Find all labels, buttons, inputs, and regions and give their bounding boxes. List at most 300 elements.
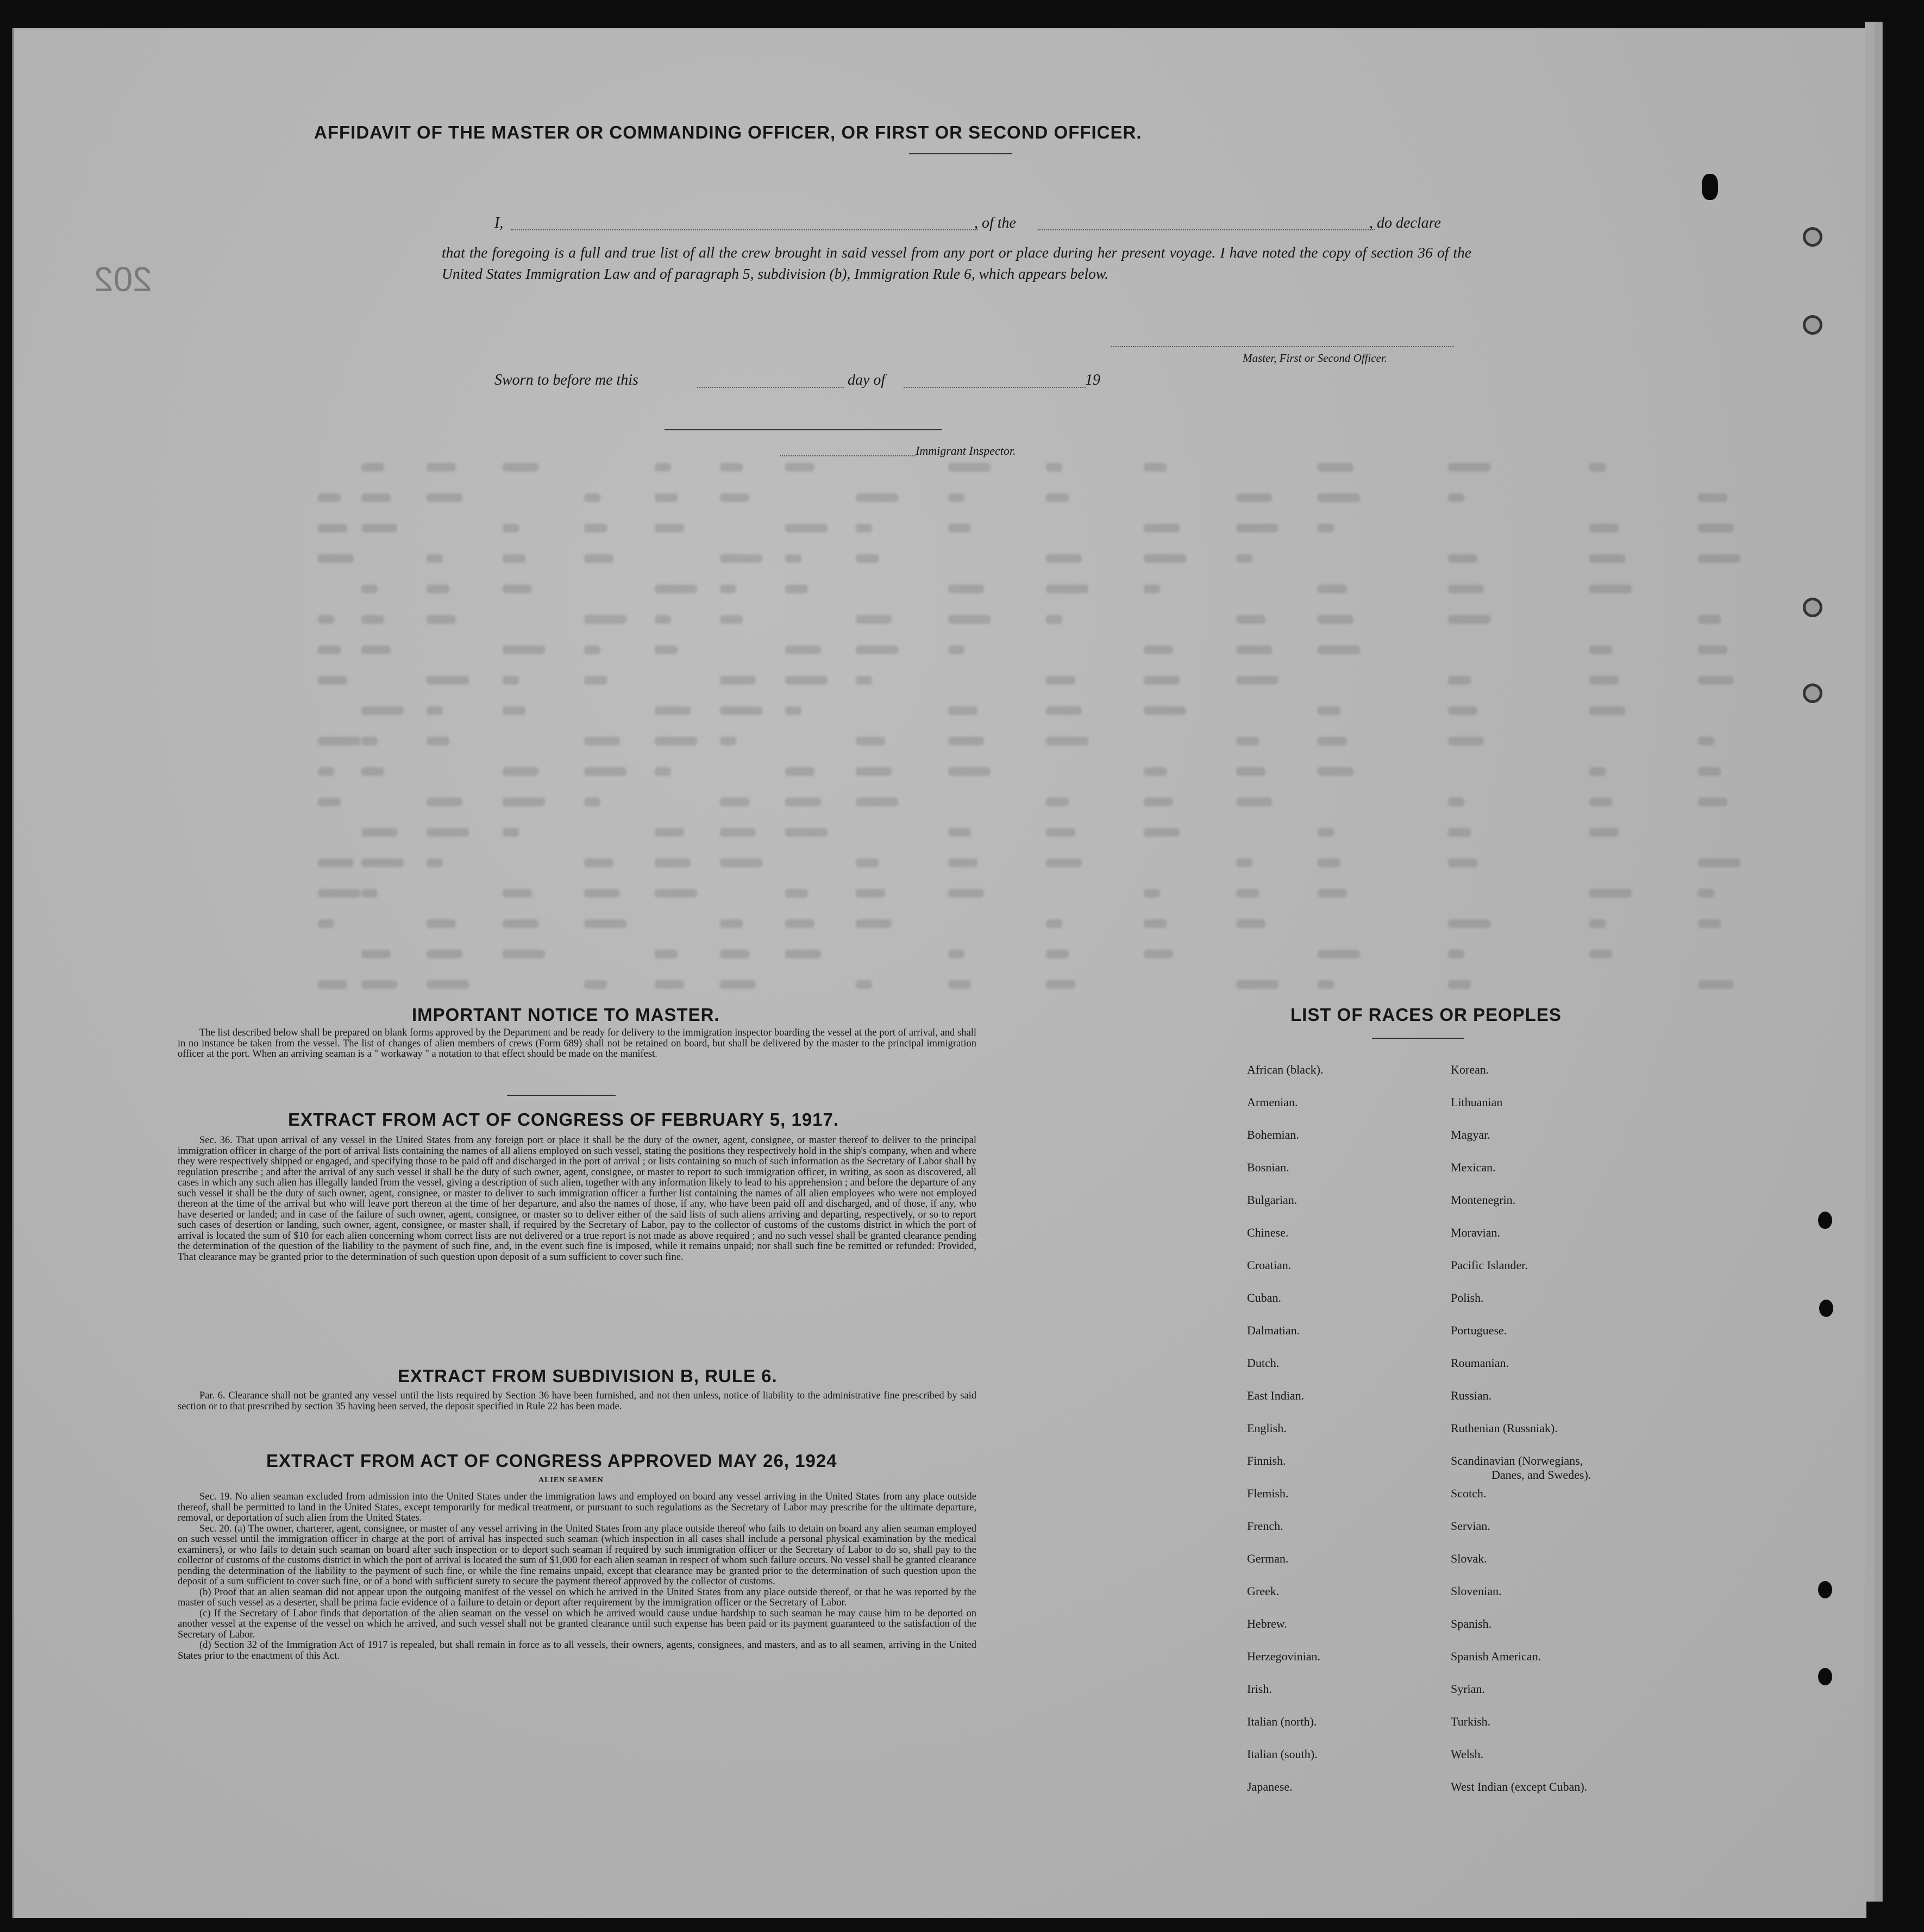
bleed-mark — [1589, 889, 1632, 898]
extract-1924-sec20a: Sec. 20. (a) The owner, charterer, agent, consignee, or master of any vessel arriving in the United States from any place outside thereof who fails to detain on board any alien seaman employed on such vessel until the immigration officer in charge at the port of arrival has inspected such seaman (which inspection in all cases shall include a personal physical examination by the medical examiners), or who fails to detain such seaman on board after such inspection or to deport such seaman if required by such immigration officer or the Secretary of Labor to do so, shall pay to the collector of customs of the customs district in which the port of arrival is located the sum of $1,000 for each alien seaman in respect of whom such failure occurs. No vessel shall be granted clearance pending the determination of the liability to the payment of such fine, or while the fine remains unpaid, except that clearance may be granted prior to the determination of such question upon the deposit of a sum sufficient to cover such fine, or of a bond with sufficient surety to secure the payment thereof approved by the collector of customs. — [178, 1523, 976, 1587]
bleed-mark — [1589, 798, 1612, 806]
extract-1924-sec20c: (c) If the Secretary of Labor finds that deportation of the alien seaman on the vessel on which he arrived would cause undue hardship to such seaman he may cause him to be deported on another vessel at the expense of the vessel on which he arrived, and such vessel shall not be granted clearance until such expense has been paid or its payment guaranteed to the satisfaction of the Secretary of Labor. — [178, 1608, 976, 1640]
bleed-mark — [1698, 798, 1727, 806]
bleed-mark — [785, 798, 821, 806]
bleed-mark — [1318, 767, 1353, 776]
bleed-mark — [584, 889, 620, 898]
race-entry: Magyar. — [1451, 1128, 1490, 1141]
bleed-mark — [1698, 737, 1714, 745]
bleed-mark — [948, 980, 971, 989]
bleed-mark — [503, 767, 538, 776]
bleed-mark — [1589, 645, 1612, 654]
bleed-mark — [1144, 950, 1173, 958]
sworn-year-prefix: 19 — [1085, 372, 1100, 388]
bleed-mark — [1144, 554, 1186, 563]
seal-rule — [665, 429, 942, 430]
bleed-mark — [1046, 554, 1082, 563]
bleed-mark — [1236, 615, 1265, 624]
bleed-mark — [503, 798, 545, 806]
bleed-mark — [948, 615, 991, 624]
bleed-mark — [948, 585, 984, 593]
bleed-mark — [503, 706, 525, 715]
bleed-mark — [785, 919, 814, 928]
race-entry: Mexican. — [1451, 1161, 1496, 1174]
race-entry: Slovenian. — [1451, 1584, 1502, 1598]
bleed-mark — [503, 889, 532, 898]
bleed-mark — [1698, 554, 1740, 563]
bleed-mark — [785, 828, 828, 837]
race-entry: Italian (north). — [1247, 1715, 1317, 1728]
bleed-mark — [785, 706, 801, 715]
sworn-month-line[interactable] — [904, 387, 1086, 388]
race-entry: Bulgarian. — [1247, 1193, 1298, 1207]
race-entry: Bohemian. — [1247, 1128, 1299, 1141]
bleed-mark — [1698, 980, 1734, 989]
bleed-mark — [655, 828, 684, 837]
bleed-mark — [655, 737, 697, 745]
bleed-mark — [1144, 828, 1180, 837]
bleed-mark — [361, 585, 378, 593]
extract-1924-subtitle: ALIEN SEAMEN — [538, 1476, 604, 1484]
bleed-mark — [1448, 706, 1477, 715]
bleed-mark — [655, 767, 671, 776]
bleed-mark — [361, 615, 384, 624]
bleed-mark — [1046, 585, 1088, 593]
bleed-mark — [1318, 645, 1360, 654]
bleed-mark — [427, 463, 456, 472]
bleed-mark — [1046, 919, 1062, 928]
bleed-mark — [1318, 950, 1360, 958]
bleed-mark — [503, 919, 538, 928]
bleed-mark — [1448, 554, 1477, 563]
bleed-mark — [1318, 828, 1334, 837]
bleed-mark — [1046, 828, 1075, 837]
bleed-mark — [503, 524, 519, 532]
bleed-mark — [503, 645, 545, 654]
bleed-mark — [720, 980, 756, 989]
bleed-mark — [427, 919, 456, 928]
bleed-mark — [856, 919, 892, 928]
bleed-mark — [427, 554, 443, 563]
inspector-label: Immigrant Inspector. — [916, 444, 1016, 457]
bleed-mark — [785, 950, 821, 958]
bleed-mark — [655, 858, 691, 867]
race-entry: Syrian. — [1451, 1682, 1485, 1696]
bleed-mark — [427, 585, 449, 593]
bleed-mark — [1318, 889, 1347, 898]
bleed-mark — [318, 919, 334, 928]
bleed-mark — [1144, 463, 1167, 472]
bleed-mark — [1448, 493, 1464, 502]
bleed-mark — [1236, 919, 1265, 928]
bleed-mark — [427, 706, 443, 715]
bleed-mark — [584, 798, 600, 806]
bleed-mark — [1589, 950, 1612, 958]
bleed-mark — [584, 524, 607, 532]
bleed-mark — [1236, 524, 1279, 532]
bleed-mark — [948, 706, 977, 715]
bleed-mark — [427, 493, 462, 502]
bleed-mark — [1448, 463, 1490, 472]
race-entry: Roumanian. — [1451, 1356, 1509, 1370]
bleed-mark — [1046, 950, 1069, 958]
bleed-mark — [1144, 706, 1186, 715]
bleed-mark — [1589, 919, 1606, 928]
bleed-mark — [948, 767, 991, 776]
bleed-mark — [427, 828, 469, 837]
race-entry: Moravian. — [1451, 1226, 1501, 1239]
bleed-mark — [720, 828, 756, 837]
bleed-mark — [427, 615, 456, 624]
bleed-mark — [856, 615, 892, 624]
extract-1924-title: EXTRACT FROM ACT OF CONGRESS APPROVED MAY 26, 1924 — [266, 1451, 837, 1471]
bleed-mark — [1698, 524, 1734, 532]
bleed-mark — [1318, 585, 1347, 593]
bleed-mark — [856, 889, 885, 898]
extract-rule6-body: Par. 6. Clearance shall not be granted any vessel until the lists required by Section 36 have been furnished, and not then unless, notice of liability to the administrative fine prescribed by said section or to that prescribed by section 35 having been served, the deposit specified in Rule 22 has been made. — [178, 1390, 976, 1412]
punch-hole — [1819, 1300, 1833, 1317]
bleed-mark — [1589, 767, 1606, 776]
extract-1924-sec20d: (d) Section 32 of the Immigration Act of 1917 is repealed, but shall remain in force as to all vessels, their owners, agents, consignees, and masters, and as to all seamen, arriving in the United States prior to the enactment of this Act. — [178, 1640, 976, 1661]
bleed-mark — [785, 554, 801, 563]
race-entry: Polish. — [1451, 1291, 1484, 1304]
bleed-mark — [785, 767, 814, 776]
affidavit-title-rule — [909, 153, 1012, 154]
bleed-mark — [1589, 828, 1619, 837]
bleed-mark — [655, 645, 678, 654]
bleed-mark — [318, 767, 334, 776]
race-entry: Turkish. — [1451, 1715, 1491, 1728]
bleed-mark — [948, 828, 971, 837]
bleed-mark — [1046, 615, 1062, 624]
race-entry: East Indian. — [1247, 1389, 1305, 1402]
bleed-mark — [318, 554, 354, 563]
bleed-mark — [361, 980, 397, 989]
bleed-mark — [584, 980, 607, 989]
race-entry: Japanese. — [1247, 1780, 1293, 1793]
bleed-mark — [318, 858, 354, 867]
declarant-prefix: I, — [494, 215, 504, 231]
bleed-mark — [948, 889, 984, 898]
race-entry: Welsh. — [1451, 1747, 1483, 1761]
bleed-mark — [361, 463, 384, 472]
bleed-mark — [1144, 585, 1160, 593]
bleed-mark — [427, 737, 449, 745]
race-entry: Pacific Islander. — [1451, 1258, 1528, 1272]
bleed-mark — [1589, 463, 1606, 472]
race-entry: Bosnian. — [1247, 1161, 1289, 1174]
bleed-mark — [427, 858, 443, 867]
bleed-mark — [1318, 493, 1360, 502]
bleed-mark — [1448, 585, 1484, 593]
punch-hole — [1803, 598, 1822, 617]
bleed-mark — [584, 767, 626, 776]
extract-1917-title: EXTRACT FROM ACT OF CONGRESS OF FEBRUARY 5, 1917. — [288, 1109, 839, 1130]
bleed-mark — [856, 767, 892, 776]
race-entry: Danes, and Swedes). — [1491, 1468, 1591, 1482]
bleed-mark — [1236, 798, 1272, 806]
bleed-mark — [655, 493, 678, 502]
bleed-mark — [361, 493, 391, 502]
master-signature-line[interactable] — [1111, 346, 1453, 347]
bleed-mark — [1698, 889, 1714, 898]
bleed-mark — [427, 980, 469, 989]
of-the-label: , of the — [974, 215, 1016, 231]
bleed-mark — [361, 524, 397, 532]
bleed-mark — [1589, 524, 1619, 532]
race-entry: Flemish. — [1247, 1486, 1289, 1500]
bleed-mark — [1236, 980, 1279, 989]
race-entry: Spanish American. — [1451, 1649, 1541, 1663]
bleed-mark — [1698, 767, 1721, 776]
bleed-mark — [1144, 798, 1173, 806]
bleed-mark — [1046, 798, 1069, 806]
races-title: LIST OF RACES OR PEOPLES — [1290, 1005, 1562, 1025]
affidavit-body: that the foregoing is a full and true list of all the crew brought in said vessel from any port or place during her present voyage. I have noted the copy of section 36 of the United States Immigration Law and of paragraph 5, subdivision (b), Immigration Rule 6, which appears below. — [442, 244, 1471, 282]
bleed-mark — [785, 585, 808, 593]
bleed-mark — [856, 858, 879, 867]
bleed-mark — [720, 858, 762, 867]
bleed-mark — [318, 889, 360, 898]
bleed-mark — [1448, 676, 1471, 685]
bleed-mark — [1448, 798, 1464, 806]
bleed-mark — [1589, 706, 1625, 715]
bleed-mark — [1144, 889, 1160, 898]
bleed-mark — [1448, 737, 1484, 745]
bleed-mark — [361, 737, 378, 745]
bleed-mark — [1144, 524, 1180, 532]
extract-1917-body: Sec. 36. That upon arrival of any vessel in the United States from any foreign port or place it shall be the duty of the owner, agent, consignee, or master thereof to deliver to the principal immigration officer in charge of the port of arrival lists containing the names of all aliens employed on such vessel, stating the positions they respectively hold in the ship's company, when and where they were respectively shipped or engaged, and specifying those to be paid off and discharged in the port of arrival ; or lists containing so much of such information as the Secretary of Labor shall by regulation prescribe ; and after the arrival of any such vessel it shall be the duty of such owner, agent, consignee, or master to report to such immigration officer, in writing, as soon as discovered, all cases in which any such alien has illegally landed from the vessel, giving a description of such alien, together with any information likely to lead to his apprehension ; and before the departure of any such vessel it shall be the duty of such owner, agent, consignee, or master to deliver to such immigration officer a further list containing the names of all alien employees who were not employed thereon at the time of the arrival but who will leave port thereon at the time of her departure, and also the names of those, if any, who have been paid off and discharged, and of those, if any, who have deserted or landed; and in case of the failure of such owner, agent, consignee, or master so to deliver either of the said lists of such aliens arriving and departing, respectively, or so to report such cases of desertion or landing, such owner, agent, consignee, or master shall, if required by the Secretary of Labor, pay to the collector of customs of the customs district in which the port of arrival is located the sum of $10 for each alien concerning whom correct lists are not delivered or a true report is not made as above required ; and no such vessel shall be granted clearance pending the determination of the question of the liability to the payment of such fine, and, in the event such fine is imposed, while it remains unpaid; nor shall such fine be remitted or refunded: Provided, That clearance may be granted prior to the determination of such question upon deposit of a sum sufficient to cover such fine. — [178, 1135, 976, 1263]
bleed-mark — [427, 798, 462, 806]
bleed-mark — [1144, 767, 1167, 776]
do-declare-label: , do declare — [1369, 215, 1441, 231]
affidavit-title: AFFIDAVIT OF THE MASTER OR COMMANDING OFFICER, OR FIRST OR SECOND OFFICER. — [314, 122, 1142, 142]
punch-hole — [1818, 1581, 1832, 1598]
bleed-mark — [856, 554, 879, 563]
race-entry: Italian (south). — [1247, 1747, 1318, 1761]
bleed-mark — [503, 676, 519, 685]
bleed-mark — [655, 524, 684, 532]
bleed-mark — [720, 706, 762, 715]
bleed-mark — [720, 463, 743, 472]
race-entry: Lithuanian — [1451, 1095, 1503, 1109]
bleed-mark — [856, 645, 898, 654]
bleed-mark — [655, 585, 697, 593]
race-entry: Greek. — [1247, 1584, 1280, 1598]
bleed-mark — [655, 463, 671, 472]
bleed-mark — [1448, 615, 1490, 624]
bleed-mark — [720, 919, 743, 928]
extract-1924-sec20b: (b) Proof that an alien seaman did not appear upon the outgoing manifest of the vessel on which he arrived in the United States from any place outside thereof, or that he was reported by the master of such vessel as a deserter, shall be prima facie evidence of a failure to detain or deport after requirement by the immigration officer or the Secretary of Labor. — [178, 1586, 976, 1608]
bleed-mark — [655, 980, 684, 989]
race-entry: Scandinavian (Norwegians, — [1451, 1454, 1583, 1467]
punch-hole — [1803, 227, 1822, 247]
punch-hole — [1803, 683, 1822, 703]
sworn-day-line[interactable] — [697, 387, 844, 388]
bleed-mark — [503, 828, 519, 837]
bleed-mark — [948, 524, 971, 532]
bleed-mark — [584, 645, 600, 654]
bleed-mark — [361, 767, 384, 776]
bleed-mark — [503, 554, 525, 563]
bleed-mark — [1318, 706, 1340, 715]
vessel-name-line[interactable] — [1038, 229, 1375, 230]
bleed-mark — [948, 737, 984, 745]
bleed-mark — [720, 493, 749, 502]
race-entry: Russian. — [1451, 1389, 1492, 1402]
race-entry: Slovak. — [1451, 1552, 1487, 1565]
bleed-mark — [948, 950, 964, 958]
bleed-mark — [584, 737, 620, 745]
race-entry: West Indian (except Cuban). — [1451, 1780, 1588, 1793]
bleed-mark — [1698, 858, 1740, 867]
bleed-mark — [720, 950, 749, 958]
bleed-mark — [1046, 706, 1082, 715]
race-entry: Spanish. — [1451, 1617, 1492, 1630]
bleed-mark — [1236, 554, 1252, 563]
bleed-mark — [948, 645, 964, 654]
race-entry: Scotch. — [1451, 1486, 1487, 1500]
bleed-mark — [785, 645, 821, 654]
race-entry: Montenegrin. — [1451, 1193, 1516, 1207]
margin-page-number: 202 — [94, 260, 152, 299]
race-entry: Portuguese. — [1451, 1323, 1507, 1337]
bleed-mark — [427, 676, 469, 685]
bleed-mark — [655, 615, 671, 624]
bleed-mark — [584, 493, 600, 502]
bleed-mark — [785, 676, 828, 685]
bleed-mark — [1318, 737, 1347, 745]
bleed-mark — [318, 798, 341, 806]
page-edge-2 — [1875, 22, 1883, 1902]
bleed-mark — [318, 493, 341, 502]
bleed-mark — [1236, 767, 1265, 776]
bleed-mark — [361, 889, 378, 898]
extract-rule6-title: EXTRACT FROM SUBDIVISION B, RULE 6. — [398, 1366, 778, 1386]
bleed-mark — [318, 524, 347, 532]
bleed-mark — [318, 676, 347, 685]
bleed-mark — [503, 950, 545, 958]
race-entry: Croatian. — [1247, 1258, 1292, 1272]
bleed-mark — [1236, 858, 1252, 867]
bleed-mark — [361, 645, 391, 654]
bleed-mark — [1318, 615, 1353, 624]
race-entry: Cuban. — [1247, 1291, 1281, 1304]
bleed-mark — [1046, 493, 1069, 502]
extract-1924-body — [178, 1492, 976, 1661]
bleed-mark — [1318, 980, 1334, 989]
bleed-mark — [720, 798, 749, 806]
race-entry: Servian. — [1451, 1519, 1490, 1533]
bleed-mark — [584, 615, 626, 624]
bleed-mark — [1698, 645, 1727, 654]
race-entry: Herzegovinian. — [1247, 1649, 1320, 1663]
declarant-name-line[interactable] — [511, 229, 978, 230]
bleed-mark — [1589, 554, 1625, 563]
race-entry: English. — [1247, 1421, 1287, 1435]
bleed-mark — [1448, 950, 1464, 958]
notice-title: IMPORTANT NOTICE TO MASTER. — [412, 1005, 720, 1025]
form-sheet — [12, 28, 1866, 1918]
bleed-mark — [1236, 676, 1279, 685]
bleed-mark — [720, 676, 756, 685]
bleed-mark — [720, 615, 743, 624]
race-entry: Hebrew. — [1247, 1617, 1287, 1630]
bleed-mark — [948, 493, 964, 502]
bleed-mark — [318, 615, 334, 624]
bleed-mark — [785, 889, 808, 898]
bleed-mark — [361, 950, 391, 958]
bleed-mark — [318, 980, 347, 989]
bleed-mark — [1046, 463, 1062, 472]
race-entry: German. — [1247, 1552, 1289, 1565]
race-entry: Finnish. — [1247, 1454, 1286, 1467]
bleed-mark — [856, 524, 872, 532]
races-title-rule — [1372, 1038, 1464, 1039]
bleed-mark — [584, 858, 613, 867]
inspector-signature-line[interactable] — [780, 455, 916, 456]
bleed-mark — [720, 585, 736, 593]
bleed-mark — [427, 950, 462, 958]
bleed-mark — [856, 493, 898, 502]
bleed-mark — [1236, 645, 1272, 654]
bleed-mark — [1698, 919, 1721, 928]
bleed-mark — [948, 858, 977, 867]
bleed-mark — [655, 950, 678, 958]
bleed-mark — [856, 980, 872, 989]
bleed-mark — [1448, 919, 1490, 928]
bleed-mark — [948, 463, 991, 472]
bleed-mark — [1589, 676, 1619, 685]
bleed-mark — [1046, 858, 1082, 867]
bleed-mark — [1236, 493, 1272, 502]
bleed-mark — [584, 676, 607, 685]
ink-blot — [1702, 174, 1718, 200]
bleed-mark — [1236, 889, 1259, 898]
bleed-mark — [361, 706, 404, 715]
punch-hole — [1818, 1668, 1832, 1685]
bleed-mark — [1698, 615, 1721, 624]
bleed-mark — [1046, 980, 1075, 989]
race-entry: French. — [1247, 1519, 1283, 1533]
bleed-mark — [503, 463, 538, 472]
bleed-mark — [503, 585, 532, 593]
bleed-mark — [1144, 645, 1173, 654]
bleed-mark — [1318, 524, 1334, 532]
bleed-mark — [584, 919, 626, 928]
bleed-mark — [1448, 858, 1477, 867]
bleed-mark — [1046, 737, 1088, 745]
race-entry: African (black). — [1247, 1063, 1324, 1076]
bleed-mark — [856, 798, 898, 806]
bleed-mark — [1144, 919, 1167, 928]
notice-rule — [507, 1095, 616, 1096]
bleed-mark — [1236, 737, 1259, 745]
sworn-prefix: Sworn to before me this — [494, 372, 638, 388]
punch-hole — [1818, 1212, 1832, 1229]
bleed-mark — [318, 737, 360, 745]
bleed-mark — [655, 889, 697, 898]
bleed-mark — [361, 858, 404, 867]
race-entry: Ruthenian (Russniak). — [1451, 1421, 1558, 1435]
race-entry: Chinese. — [1247, 1226, 1289, 1239]
bleed-mark — [318, 645, 341, 654]
bleed-mark — [785, 463, 814, 472]
sworn-day-of-label: day of — [848, 372, 886, 388]
race-entry: Dalmatian. — [1247, 1323, 1300, 1337]
bleed-mark — [1318, 858, 1340, 867]
bleed-mark — [1448, 828, 1471, 837]
